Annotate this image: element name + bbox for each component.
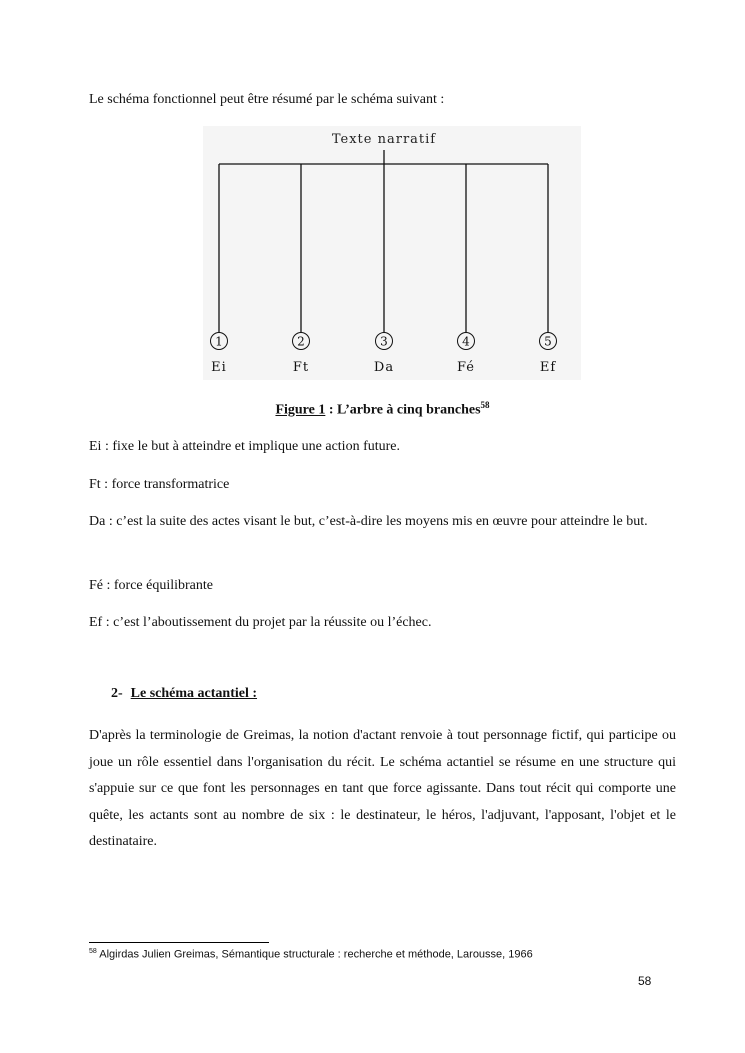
section-heading — [111, 686, 257, 702]
footnote-text: Algirdas Julien Greimas, Sémantique structurale : recherche et méthode, Larousse, 1966 — [96, 948, 533, 961]
section-number: 2- — [111, 686, 123, 701]
branch-number: 4 — [462, 334, 470, 349]
tree-root-label: Texte narratif — [331, 132, 437, 147]
definition-ef: Ef : c’est l’aboutissement du projet par la réussite ou l’échec. — [89, 615, 432, 630]
branch-number: 1 — [215, 334, 223, 349]
figure-label: Figure 1 — [275, 402, 326, 418]
definition-fe: Fé : force équilibrante — [89, 578, 214, 593]
page-number: 58 — [638, 974, 652, 988]
branch-number: 5 — [544, 334, 552, 349]
branch-label: Ft — [292, 360, 310, 375]
branch-label: Fé — [456, 360, 476, 375]
branch-number: 2 — [297, 334, 305, 349]
footnote — [89, 948, 533, 961]
definition-ft: Ft : force transformatrice — [89, 477, 230, 492]
footnote-ref: 58 — [480, 400, 490, 410]
definition-da: Da : c’est la suite des actes visant le but, c’est-à-dire les moyens mis en œuvre pour atteindre le but. — [89, 514, 648, 529]
branch-label: Ef — [539, 360, 557, 375]
branch-label: Da — [373, 360, 395, 375]
footnote-separator — [89, 942, 269, 943]
five-branch-tree-diagram — [203, 126, 581, 380]
definition-ei: Ei : fixe le but à atteindre et implique une action future. — [89, 439, 401, 454]
footnote-number: 58 — [89, 948, 97, 955]
caption-colon: : — [325, 402, 334, 418]
actantial-paragraph: D'après la terminologie de Greimas, la notion d'actant renvoie à tout personnage fictif, qui participe ou joue un rôle essentiel dans l'organisation du récit. Le schéma actantiel se résume en une structure qui s'appuie sur ce que font les personnages en tant que force agissante. Dans tout récit qui comporte une quête, les actants sont au nombre de six : le destinateur, le héros, l'adjuvant, l'apposant, l'objet et le destinataire. — [89, 728, 676, 849]
branch-number: 3 — [380, 334, 388, 349]
intro-text: Le schéma fonctionnel peut être résumé par le schéma suivant : — [89, 92, 445, 107]
branch-label: Ei — [211, 360, 227, 375]
figure-caption — [89, 400, 676, 419]
figure-title: L’arbre à cinq branches — [333, 402, 481, 418]
section-title: Le schéma actantiel : — [130, 686, 258, 701]
